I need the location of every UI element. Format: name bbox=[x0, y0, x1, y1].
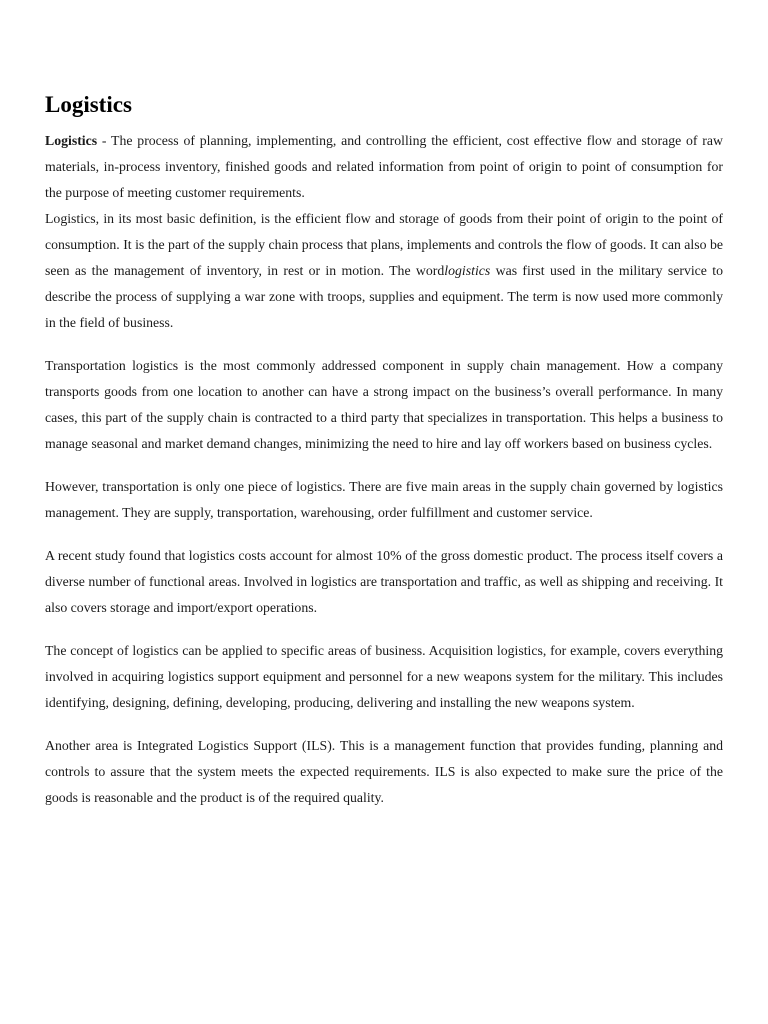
paragraph-basic-definition-end: was first used in the military service to describe the process of supplying a war zone with troops, supplies and equipment. The term is now used more commonly in the field of business. bbox=[45, 263, 723, 330]
italic-term: logistics bbox=[444, 263, 491, 278]
intro-paragraph bbox=[45, 128, 723, 206]
intro-definition: - The process of planning, implementing, and controlling the efficient, cost effective flow and storage of raw materials, in-process inventory, finished goods and related information from point of origin to point of consumption for the purpose of meeting customer requirements. bbox=[45, 133, 723, 200]
paragraph-transportation: Transportation logistics is the most commonly addressed component in supply chain management. How a company transports goods from one location to another can have a strong impact on the business’s overall performance. In many cases, this part of the supply chain is contracted to a third party that specializes in transportation. This helps a business to manage seasonal and market demand changes, minimizing the need to hire and lay off workers based on business cycles. bbox=[45, 358, 723, 451]
paragraph-basic-definition-start: Logistics, in its most basic definition, is the efficient flow and storage of goods from their point of origin to the point of consumption. It is the part of the supply chain process that plans, implements and controls the flow of goods. It can also be seen as the management of inventory, in rest or in motion. The word bbox=[45, 211, 723, 278]
intro-term: Logistics bbox=[45, 133, 98, 148]
page-title: Logistics bbox=[45, 92, 132, 117]
paragraph-costs: A recent study found that logistics costs account for almost 10% of the gross domestic product. The process itself covers a diverse number of functional areas. Involved in logistics are transportation and traffic, as well as shipping and receiving. It also covers storage and import/export operations. bbox=[45, 548, 723, 615]
paragraph-acquisition: The concept of logistics can be applied to specific areas of business. Acquisition logistics, for example, covers everything involved in acquiring logistics support equipment and personnel for a new weapons system for the military. This includes identifying, designing, defining, developing, producing, delivering and installing the new weapons system. bbox=[45, 643, 723, 710]
paragraph-ils: Another area is Integrated Logistics Support (ILS). This is a management function that provides funding, planning and controls to assure that the system meets the expected requirements. ILS is also expected to make sure the price of the goods is reasonable and the product is of the required quality. bbox=[45, 738, 723, 805]
document-page bbox=[45, 88, 723, 811]
paragraph-main-areas: However, transportation is only one piece of logistics. There are five main areas in the supply chain governed by logistics management. They are supply, transportation, warehousing, order fulfillment and customer service. bbox=[45, 479, 723, 520]
paragraph-basic-definition bbox=[45, 206, 723, 336]
